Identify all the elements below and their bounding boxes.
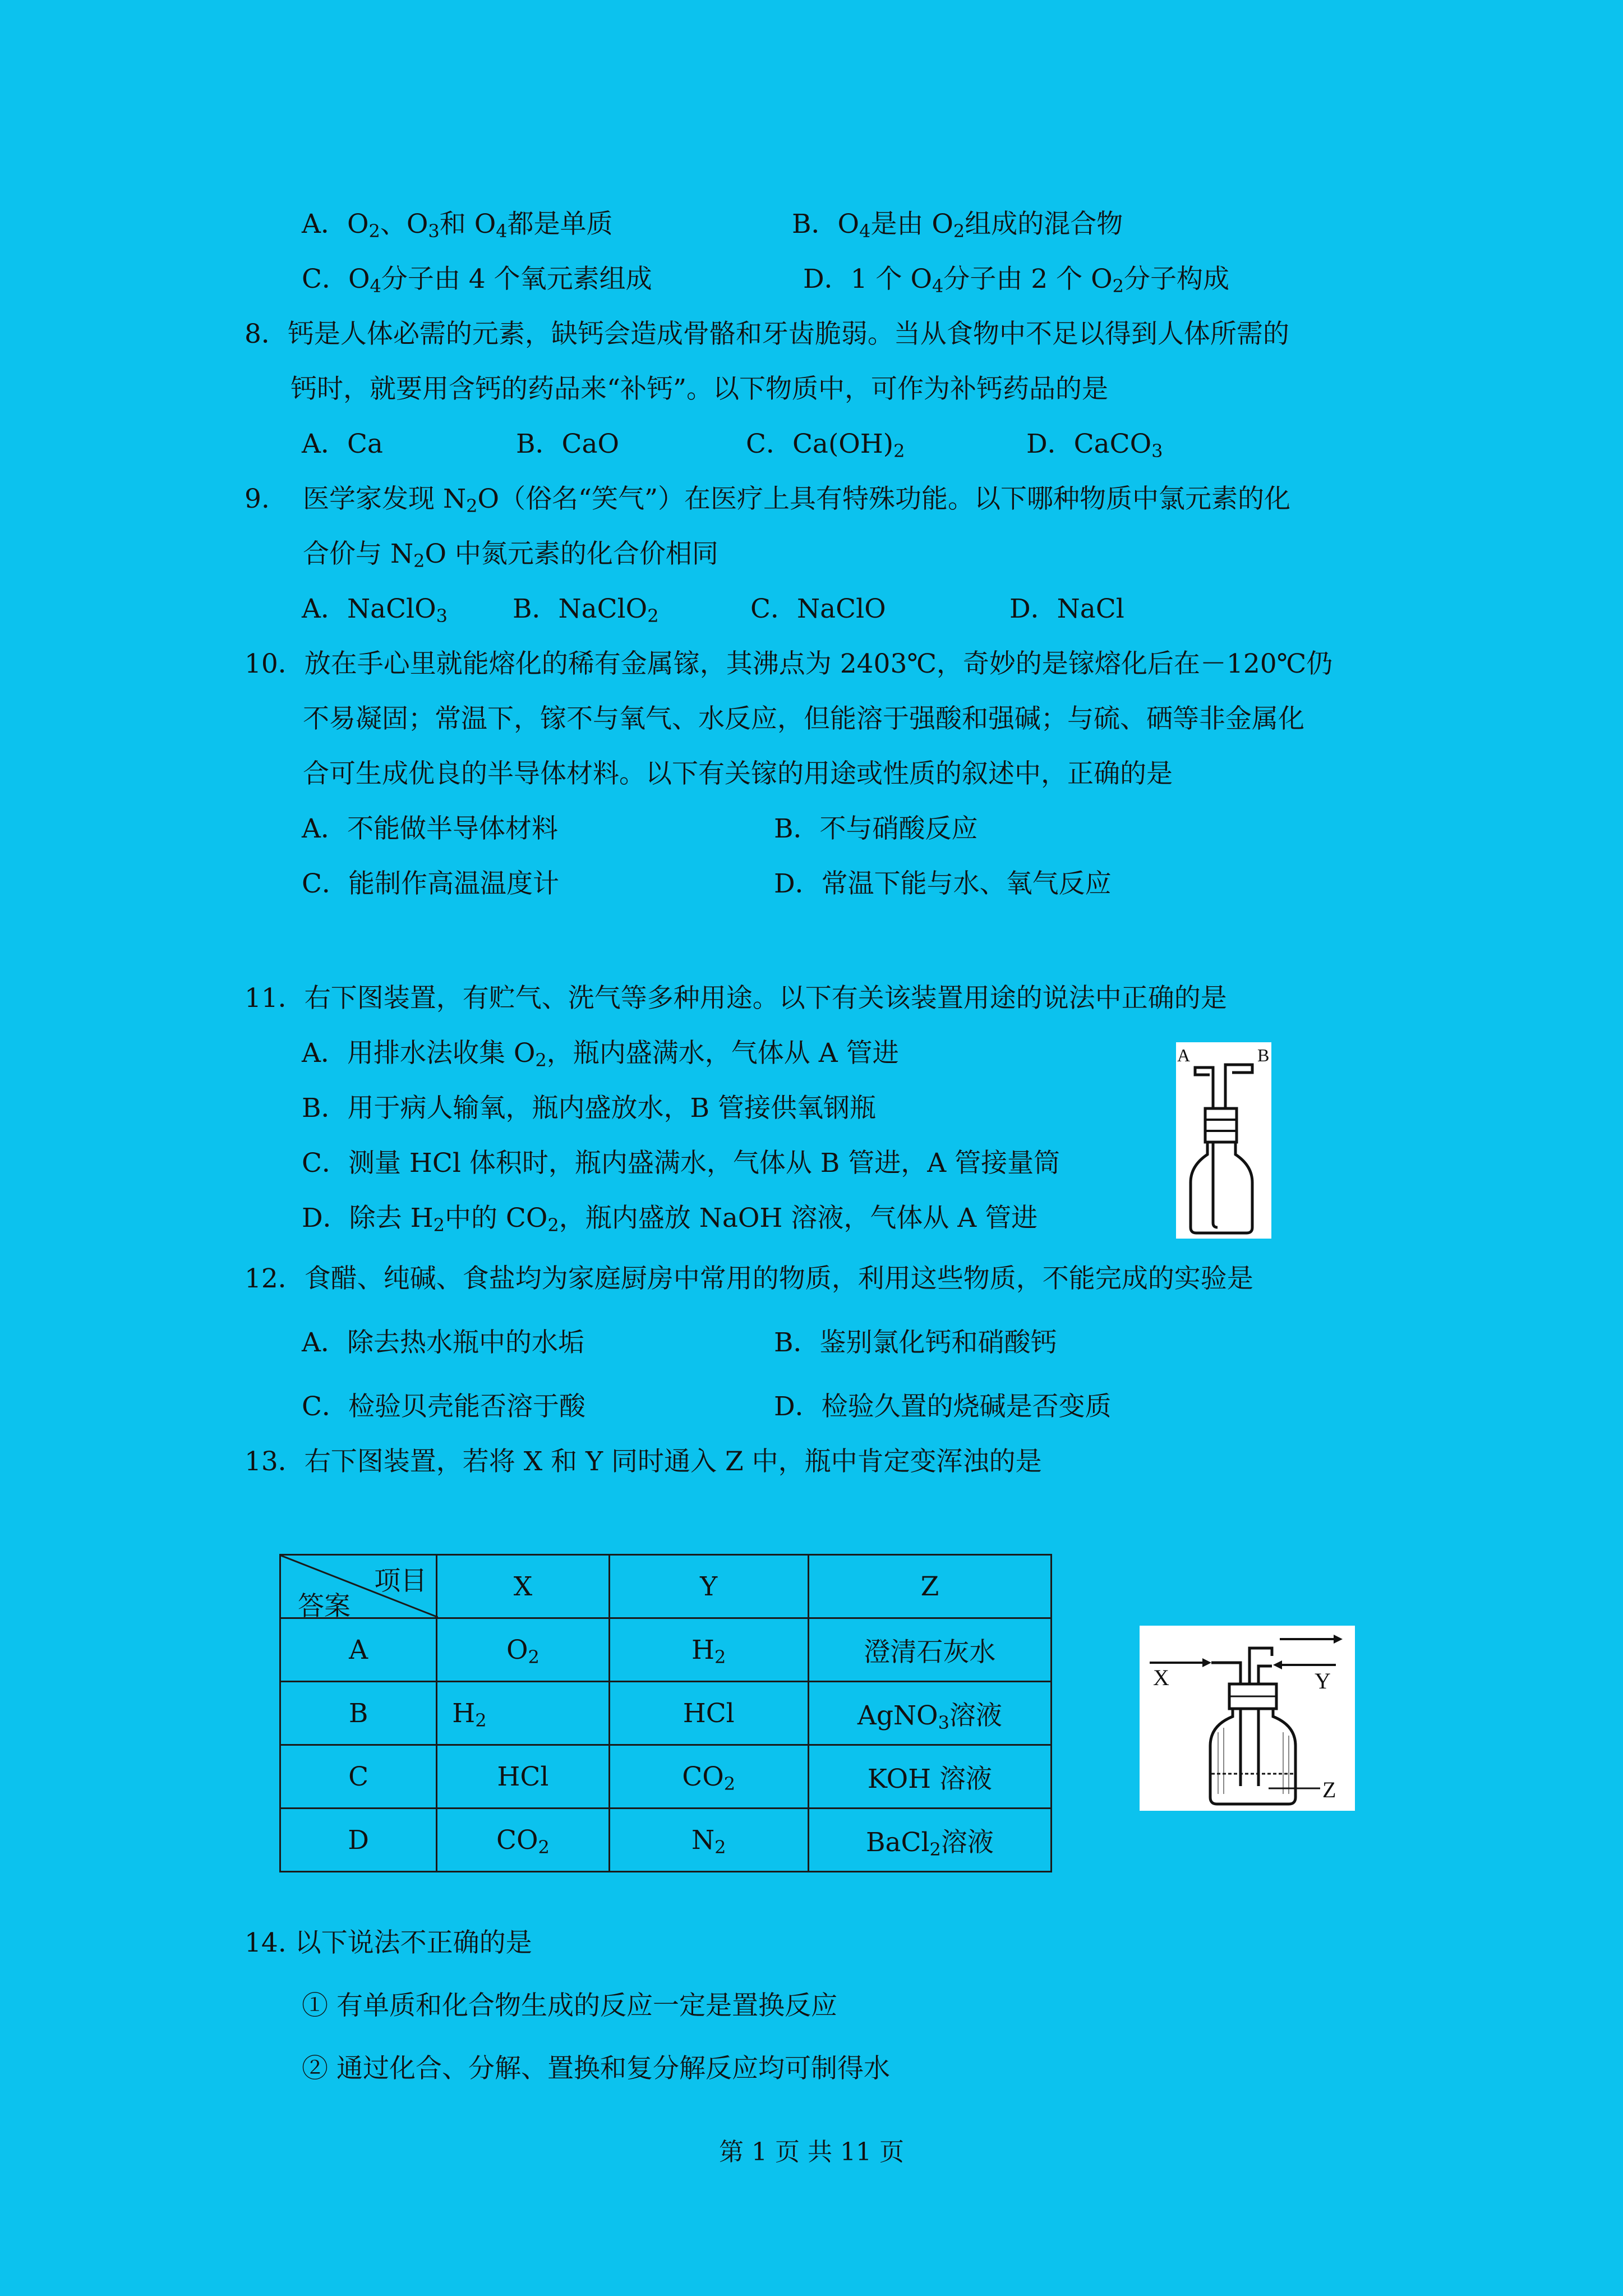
table-row xyxy=(280,1682,1052,1745)
q11-option-b: B．用于病人输氧，瓶内盛放水，B 管接供氧钢瓶 xyxy=(302,1093,877,1124)
table-row xyxy=(280,1618,1052,1682)
page-footer: 第 1 页 共 11 页 xyxy=(719,2138,904,2166)
q14-item-2: ② 通过化合、分解、置换和复分解反应均可制得水 xyxy=(302,2053,890,2084)
q9-option-b: B．NaClO$_2$ xyxy=(513,593,659,627)
cell-y: HCl xyxy=(609,1682,808,1745)
q10-option-a: A．不能做半导体材料 xyxy=(302,813,558,844)
q8-option-b: B．CaO xyxy=(516,429,620,459)
q8-option-c: C．$Ca(OH)_2$ xyxy=(746,429,905,462)
q14-item-1: ① 有单质和化合物生成的反应一定是置换反应 xyxy=(302,1990,837,2021)
q9-option-d: D．NaCl xyxy=(1009,593,1124,624)
q8-option-a: A．Ca xyxy=(302,429,383,459)
q14-stem: 14. 以下说法不正确的是 xyxy=(245,1927,532,1958)
gas-washing-bottle-figure xyxy=(1176,1042,1271,1239)
q10-option-b: B．不与硝酸反应 xyxy=(774,813,978,844)
q13-answer-table xyxy=(279,1554,1052,1872)
q11-option-d: D．除去 $H_2$中的 $CO_2$，瓶内盛放 NaOH 溶液，气体从 A 管进 xyxy=(302,1203,1038,1236)
q9-stem-line1: 医学家发现 $N_2O$（俗名“笑气”）在医疗上具有特殊功能。以下哪种物质中氯元素的化 xyxy=(303,484,1291,517)
diagonal-header-cell xyxy=(280,1555,437,1622)
q12-stem: 12．食醋、纯碱、食盐均为家庭厨房中常用的物质，利用这些物质，不能完成的实验是 xyxy=(245,1263,1253,1294)
row-label: B xyxy=(280,1682,437,1745)
q12-option-c: C．检验贝壳能否溶于酸 xyxy=(302,1391,585,1422)
q12-option-d: D．检验久置的烧碱是否变质 xyxy=(774,1391,1112,1422)
q11-option-c: C．测量 HCl 体积时，瓶内盛满水，气体从 B 管进，A 管接量筒 xyxy=(302,1148,1061,1179)
header-x: X xyxy=(437,1555,609,1618)
xyz-bottle-figure xyxy=(1140,1626,1355,1811)
cell-z: AgNO$_3$溶液 xyxy=(808,1682,1051,1745)
cell-z: 澄清石灰水 xyxy=(808,1618,1051,1682)
table-row xyxy=(280,1809,1052,1872)
q7-option-a: A．$O_2$、$O_3$和 $O_4$都是单质 xyxy=(302,209,613,242)
q9-stem-line2: 合价与 $N_2O$ 中氮元素的化合价相同 xyxy=(303,539,718,572)
q7-option-b: B．$O_4$是由 $O_2$组成的混合物 xyxy=(792,209,1123,242)
row-label: A xyxy=(280,1618,437,1682)
q10-stem-line3: 合可生成优良的半导体材料。以下有关镓的用途或性质的叙述中，正确的是 xyxy=(303,758,1173,789)
cell-y: $N_2$ xyxy=(609,1809,808,1872)
q7-option-d: D．1 个 $O_4$分子由 2 个 $O_2$分子构成 xyxy=(803,264,1229,297)
cell-z: BaCl$_2$溶液 xyxy=(808,1809,1051,1872)
q10-stem-line2: 不易凝固；常温下，镓不与氧气、水反应，但能溶于强酸和强碱；与硫、硒等非金属化 xyxy=(303,703,1304,734)
header-answer-label: 答案 xyxy=(298,1591,351,1622)
q10-option-c: C．能制作高温温度计 xyxy=(302,868,559,899)
q9-number: 9. xyxy=(245,484,270,514)
q7-option-c: C．$O_4$分子由 4 个氧元素组成 xyxy=(302,264,652,297)
cell-x: $O_2$ xyxy=(437,1618,609,1682)
q12-option-b: B．鉴别氯化钙和硝酸钙 xyxy=(774,1327,1057,1358)
figure-label-a: A xyxy=(1177,1045,1191,1065)
q8-option-d: D．CaCO$_3$ xyxy=(1026,429,1163,462)
q10-option-d: D．常温下能与水、氧气反应 xyxy=(774,868,1112,899)
header-y: Y xyxy=(609,1555,808,1618)
table-header-row xyxy=(280,1555,1052,1618)
figure-label-y: Y xyxy=(1315,1668,1331,1694)
q8-stem-line1: 8．钙是人体必需的元素，缺钙会造成骨骼和牙齿脆弱。当从食物中不足以得到人体所需的 xyxy=(245,319,1289,349)
cell-x: $CO_2$ xyxy=(437,1809,609,1872)
q11-stem: 11．右下图装置，有贮气、洗气等多种用途。以下有关该装置用途的说法中正确的是 xyxy=(245,983,1227,1014)
header-z: Z xyxy=(808,1555,1051,1618)
q9-option-c: C．NaClO xyxy=(750,593,886,624)
q11-option-a: A．用排水法收集 $O_2$，瓶内盛满水，气体从 A 管进 xyxy=(302,1038,899,1071)
header-item-label: 项目 xyxy=(374,1566,427,1596)
figure-label-z: Z xyxy=(1322,1777,1336,1802)
row-label: D xyxy=(280,1809,437,1872)
q10-stem-line1: 10．放在手心里就能熔化的稀有金属镓，其沸点为 2403℃，奇妙的是镓熔化后在－120℃仍 xyxy=(245,648,1333,679)
cell-y: $CO_2$ xyxy=(609,1745,808,1809)
cell-z: KOH 溶液 xyxy=(808,1745,1051,1809)
cell-x: HCl xyxy=(437,1745,609,1809)
figure-label-x: X xyxy=(1153,1665,1169,1690)
q9-option-a: A．NaClO$_3$ xyxy=(302,593,448,627)
row-label: C xyxy=(280,1745,437,1809)
q12-option-a: A．除去热水瓶中的水垢 xyxy=(302,1327,584,1358)
cell-x: $H_2$ xyxy=(437,1682,609,1745)
cell-y: $H_2$ xyxy=(609,1618,808,1682)
q8-stem-line2: 钙时，就要用含钙的药品来“补钙”。以下物质中，可作为补钙药品的是 xyxy=(291,374,1109,404)
table-row xyxy=(280,1745,1052,1809)
q13-stem: 13．右下图装置，若将 X 和 Y 同时通入 Z 中，瓶中肯定变浑浊的是 xyxy=(245,1446,1042,1477)
figure-label-b: B xyxy=(1257,1045,1270,1065)
